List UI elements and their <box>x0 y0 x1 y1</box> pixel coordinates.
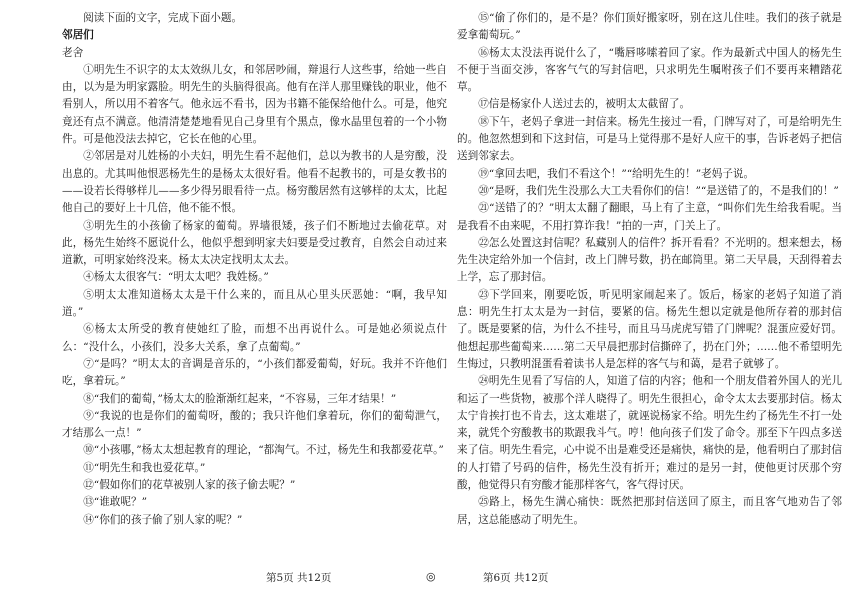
paragraph-19: ⑲“拿回去吧，我们不看这个！”“给明先生的！”老妈子说。 <box>478 167 755 180</box>
paragraph-11: ⑪“明先生和我也爱花草。” <box>83 461 206 474</box>
paragraph-5: ⑤明太太准知道杨太太是干什么来的，而且从心里头厌恶她：“啊，我早知道。” <box>62 288 447 319</box>
paragraph-24: ㉔明先生见看了写信的人，知道了信的内容；他和一个朋友借着外国人的光儿和运了一些货物，被那个洋人晓得了。明先生很担心，命令太太去要那封信。杨太太宁肯挨打也不肯去，这太难堪了，就诬说杨家不给。明先生约了杨先生不打一处来，就凭个穷酸教书的欺跟我斗气。哼！他向孩子们发了命令。那至下午四点多送来了信。明先生看完，心中说不出是难受还是痛快，痛快的是，他看明白了那封信的人打错了号码的信件，杨先生没有折开；难过的是另一封，使他更讨厌那个穷酸，他觉得只有穷酸才能那样客气，客气得讨厌。 <box>457 375 842 492</box>
paragraph-8: ⑧“我们的葡萄，”杨太太的脸渐渐红起来，“不容易，三年才结果！” <box>83 392 397 405</box>
story-title: 邻居们 <box>62 29 94 42</box>
footer-left-page-number: 第5页 共12页 <box>266 572 332 584</box>
paragraph-23: ㉓下学回来，刚要吃饭，听见明家闹起来了。饭后，杨家的老妈子知道了消息：明先生打太太是为一封信，要紧的信。杨先生想以定就是他所存着的那封信了。既是要紧的信，为什么不挂号，而且马马虎虎写错了门牌呢？混蛋应爱好罚。他想起那些葡萄来……第二天早晨把那封信撕碎了，扔在门外；……他不希望明先生悔过，只教明混蛋看着读书人是怎样的客气与和蔼，是君子就够了。 <box>457 288 842 370</box>
right-column <box>457 10 842 529</box>
paragraph-22: ㉒怎么处置这封信呢？私藏别人的信件？拆开看看？不光明的。想来想去，杨先生决定给外加一个信封，改上门牌号数，扔在邮筒里。第二天早晨，天刮得着去上学，忘了那封信。 <box>457 236 842 284</box>
instruction: 阅读下面的文字，完成下面小题。 <box>83 12 243 24</box>
left-column <box>62 10 447 529</box>
paragraph-21: ㉑“送错了的？”明太太翻了翻眼，马上有了主意，“叫你们先生给我看呢。当是我看不由来呢，不用打算诈我！”拍的一声，门关上了。 <box>457 202 842 232</box>
paragraph-7: ⑦“是吗？”明太太的音调是音乐的，“小孩们都爱葡萄，好玩。我并不许他们吃，拿着玩。” <box>62 357 447 388</box>
paragraph-3: ③明先生的小孩偷了杨家的葡萄。界墙很矮，孩子们不断地过去偷花草。对此，杨先生始终不愿说什么，他似乎想到明家夫妇要是受过教育，自然会自动过来道歉，可明家始终没来。杨太太决定找明太太去。 <box>62 219 447 267</box>
paragraph-20: ⑳“是呀，我们先生没那么大工夫看你们的信！”“是送错了的，不是我们的！” <box>478 184 839 197</box>
footer-center-symbol: ◎ <box>426 570 436 583</box>
paragraph-15: ⑮“偷了你们的，是不是？你们顶好搬家呀，别在这儿住哇。我们的孩子就是爱拿葡萄玩。” <box>457 12 842 42</box>
paragraph-10: ⑩“小孩哪，”杨太太想起教育的理论，“都淘气。不过，杨先生和我都爱花草。” <box>83 444 444 457</box>
paragraph-16: ⑯杨太太没法再说什么了，“嘴唇哆嗦着回了家。作为最新式中国人的杨先生不便于当面交涉，客客气气的写封信吧，只求明先生嘱咐孩子们不要再来糟踏花草。 <box>457 46 842 94</box>
paragraph-6: ⑥杨太太所受的教育使她红了脸，而想不出再说什么。可是她必须说点什么：“没什么，小孩们，没多大关系，拿了点葡萄。” <box>62 323 447 353</box>
paragraph-17: ⑰信是杨家仆人送过去的，被明太太截留了。 <box>478 98 691 111</box>
paragraph-25: ㉕路上，杨先生满心痛快：既然把那封信送回了原主，而且客气地劝告了邻居，这总能感动了明先生。 <box>457 496 842 526</box>
footer-right-page-number: 第6页 共12页 <box>483 572 549 584</box>
paragraph-18: ⑱下午，老妈子拿进一封信来。杨先生接过一看，门牌写对了，可是给明先生的。他忽然想到和下这封信，可是马上觉得那不是好人应干的事，告诉老妈子把信送到邻家去。 <box>457 115 842 163</box>
paragraph-9: ⑨“我说的也是你们的葡萄呀，酸的；我只许他们拿着玩，你们的葡萄泄气，才结那么一点！” <box>62 409 447 440</box>
paragraph-1: ①明先生不识字的太太效纵儿女，和邻居吵闹，辩退行人这些事，给她一些自由，以为是为明家露脸。明先生的头脑得很高。他有在洋人那里赚钱的职业，他不看别人，所以用不着客气。他永远不看书，因为书籍不能保给他什么。可是，他究竟还有点不满意。他清清楚楚地看见自己身里有个黑点，像水晶里包着的一个小物件。可是他没法去掉它，它长在他的心里。 <box>62 63 447 146</box>
paragraph-13: ⑬“谁敢呢？” <box>83 496 147 509</box>
story-author: 老舍 <box>62 46 84 59</box>
paragraph-2: ②邻居是对儿姓杨的小夫妇，明先生看不起他们，总以为教书的人是穷酸，没出息的。尤其叫他恨恶杨先生的是杨太太很好看。他看不起教书的，可是女教书的——设若长得够样儿——多少得另眼看待一点。杨穷酸居然有这够样的太太，比起他自己的要好上十几倍，他不能不恨。 <box>62 150 447 215</box>
paragraph-14: ⑭“你们的孩子偷了别人家的呢？” <box>83 513 243 526</box>
paragraph-12: ⑫“假如你们的花草被别人家的孩子偷去呢？” <box>83 479 296 492</box>
paragraph-4: ④杨太太很客气：“明太太吧？我姓杨。” <box>83 271 269 284</box>
